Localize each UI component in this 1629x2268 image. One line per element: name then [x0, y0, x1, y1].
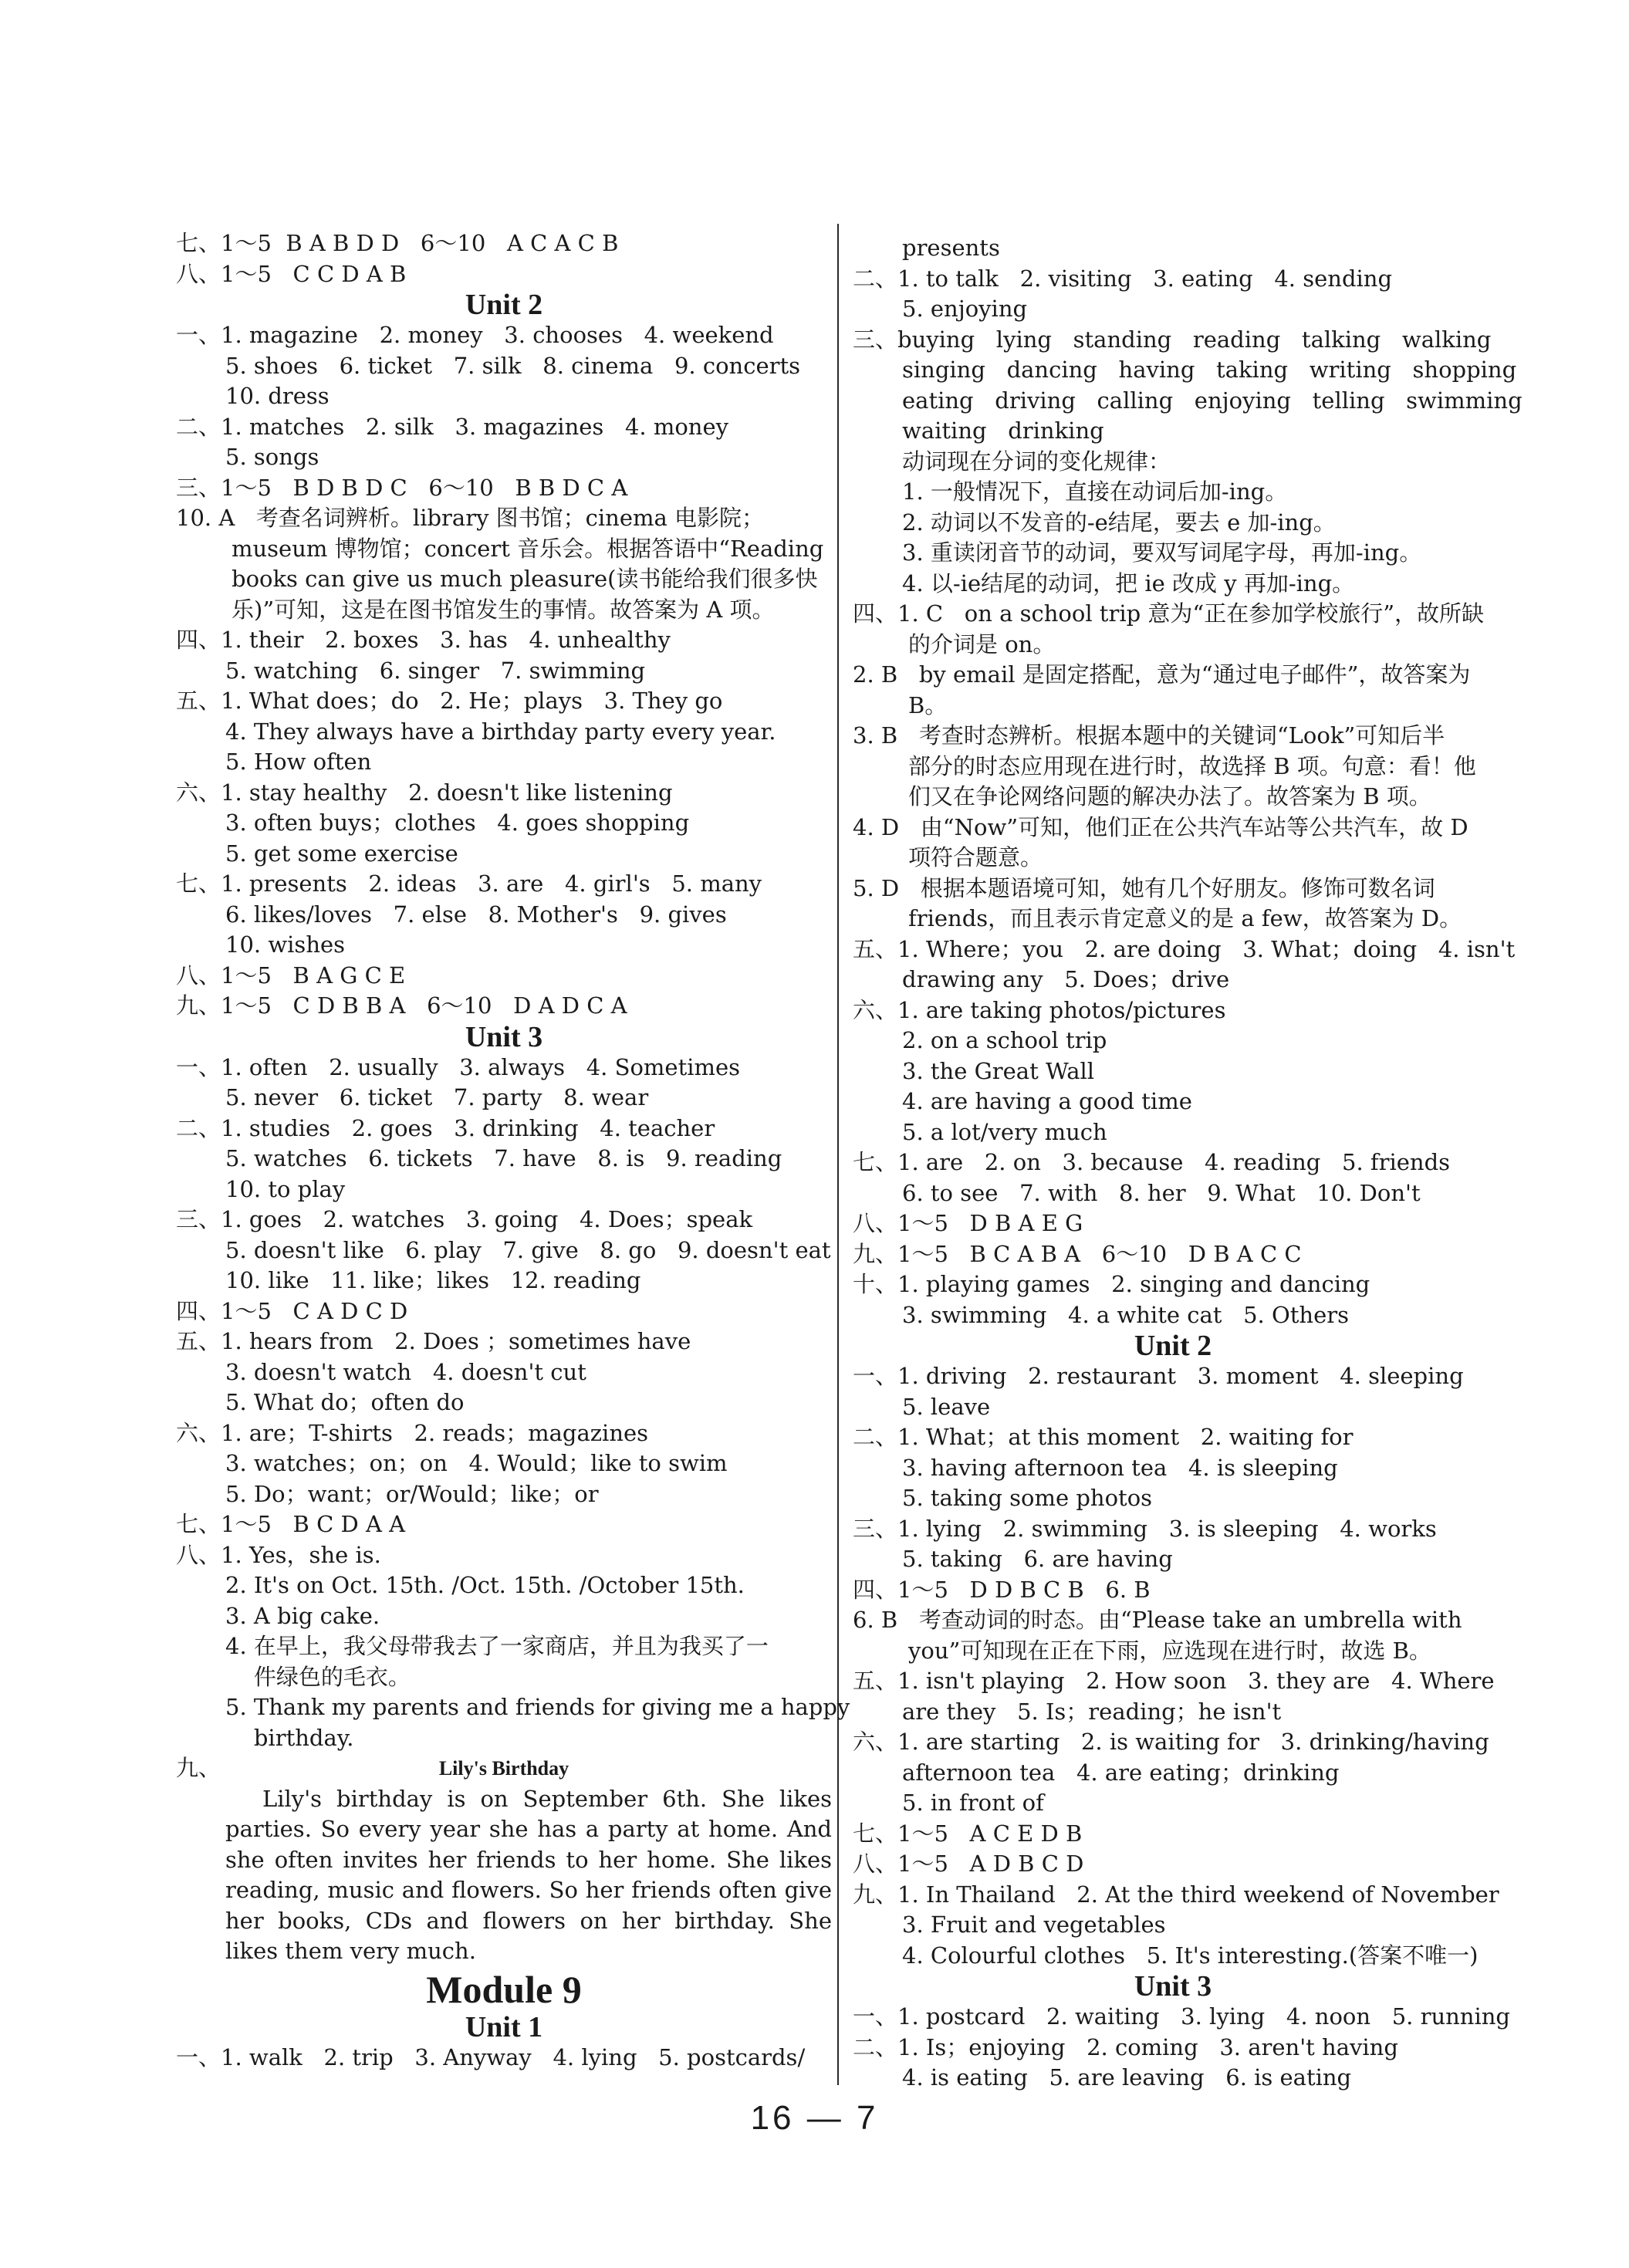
- answer-line: 5. get some exercise: [225, 840, 458, 867]
- answer-line: 七、1. are 2. on 3. because 4. reading 5. friends: [853, 1149, 1451, 1175]
- answer-line: 5. How often: [225, 749, 372, 775]
- unit-heading: Unit 2: [1134, 1330, 1212, 1362]
- answer-line: 动词现在分词的变化规律：: [902, 448, 1171, 475]
- answer-line: 六、1. are taking photos/pictures: [853, 996, 1226, 1023]
- answer-line: 六、1. stay healthy 2. doesn't like listening: [176, 779, 673, 806]
- answer-line: 4. D 由“Now”可知，他们正在公共汽车站等公共汽车，故 D: [853, 813, 1468, 840]
- answer-line: waiting drinking: [902, 417, 1104, 444]
- answer-line: 5. a lot/very much: [902, 1118, 1107, 1145]
- answer-line: 3. watches；on；on 4. Would；like to swim: [225, 1450, 728, 1476]
- answer-line: 乐)”可知，这是在图书馆发生的事情。故答案为 A 项。: [232, 596, 775, 623]
- answer-line: 一、1. driving 2. restaurant 3. moment 4. sleeping: [853, 1363, 1464, 1389]
- answer-line: 八、1. Yes，she is.: [176, 1541, 381, 1568]
- left-column: [176, 228, 850, 2073]
- unit-heading: Unit 3: [1134, 1970, 1212, 2003]
- answer-line: friends，而且表示肯定意义的是 a few，故答案为 D。: [908, 905, 1462, 931]
- answer-line: you”可知现在正在下雨，应选现在进行时，故选 B。: [908, 1637, 1431, 1664]
- answer-line: afternoon tea 4. are eating；drinking: [902, 1759, 1340, 1786]
- answer-line: 10. dress: [225, 383, 330, 409]
- answer-line: 5. Thank my parents and friends for giving me a happy: [225, 1694, 850, 1720]
- answer-line: singing dancing having taking writing shopping: [902, 357, 1517, 383]
- answer-line: 们又在争论网络问题的解决办法了。故答案为 B 项。: [908, 783, 1431, 810]
- answer-line: 5. What do；often do: [225, 1389, 465, 1415]
- answer-line: 五、1. hears from 2. Does ；sometimes have: [176, 1328, 691, 1354]
- answer-line: are they 5. Is；reading；he isn't: [902, 1698, 1282, 1725]
- answer-line: 八、1～5 B A G C E: [176, 962, 406, 989]
- answer-line: 5. in front of: [902, 1790, 1044, 1816]
- module-heading: Module 9: [426, 1967, 582, 2011]
- answer-line: 四、1～5 D D B C B 6. B: [853, 1576, 1151, 1603]
- answer-line: 四、1～5 C A D C D: [176, 1297, 408, 1324]
- answer-line: 二、1. Is；enjoying 2. coming 3. aren't having: [853, 2033, 1398, 2060]
- answer-line: 三、buying lying standing reading talking walking: [853, 326, 1492, 353]
- answer-line: 项符合题意。: [908, 844, 1043, 870]
- answer-line: 八、1～5 A D B C D: [853, 1851, 1084, 1877]
- answer-line: 八、1～5 D B A E G: [853, 1210, 1083, 1236]
- answer-line: B。: [908, 691, 948, 718]
- unit-heading: Unit 3: [465, 1020, 543, 1053]
- answer-line: 5. watches 6. tickets 7. have 8. is 9. reading: [225, 1145, 782, 1171]
- answer-line: 一、1. magazine 2. money 3. chooses 4. weekend: [176, 322, 774, 348]
- answer-line: 5. shoes 6. ticket 7. silk 8. cinema 9. concerts: [225, 352, 801, 379]
- answer-line: 3. 重读闭音节的动词，要双写词尾字母，再加-ing。: [902, 539, 1422, 566]
- answer-line: 五、1. What does；do 2. He；plays 3. They go: [176, 688, 723, 714]
- answer-line: 的介词是 on。: [908, 630, 1056, 657]
- answer-line: 5. doesn't like 6. play 7. give 8. go 9. doesn't eat: [225, 1236, 831, 1263]
- answer-line: 二、1. to talk 2. visiting 3. eating 4. sending: [853, 265, 1393, 292]
- answer-line: 1. 一般情况下，直接在动词后加-ing。: [902, 478, 1288, 505]
- answer-line: presents: [902, 235, 1000, 261]
- answer-line: museum 博物馆；concert 音乐会。根据答语中“Reading: [232, 535, 824, 562]
- answer-line: 4. They always have a birthday party every year.: [225, 718, 776, 745]
- answer-line: 4. 在早上，我父母带我去了一家商店，并且为我买了一: [225, 1633, 769, 1659]
- answer-line: 3. A big cake.: [225, 1602, 380, 1629]
- answer-line: 3. doesn't watch 4. doesn't cut: [225, 1358, 586, 1385]
- answer-line: 5. leave: [902, 1393, 991, 1420]
- answer-line: 3. B 考查时态辨析。根据本题中的关键词“Look”可知后半: [853, 722, 1445, 749]
- answer-line: 四、1. their 2. boxes 3. has 4. unhealthy: [176, 627, 671, 653]
- page-number: 16 — 7: [750, 2099, 879, 2137]
- answer-line: 一、1. postcard 2. waiting 3. lying 4. noon 5. running: [853, 2003, 1510, 2030]
- answer-line: birthday.: [225, 1724, 354, 1751]
- answer-line: 6. likes/loves 7. else 8. Mother's 9. gives: [225, 901, 727, 928]
- answer-line: 4. Colourful clothes 5. It's interesting.(答案不唯一): [902, 1942, 1479, 1969]
- answer-line: eating driving calling enjoying telling swimming: [902, 387, 1523, 414]
- answer-line: 五、1. Where；you 2. are doing 3. What；doing 4. isn't: [853, 935, 1516, 962]
- answer-line: 二、1. matches 2. silk 3. magazines 4. money: [176, 413, 729, 440]
- answer-line: 10. A 考查名词辨析。library 图书馆；cinema 电影院；: [176, 505, 765, 531]
- answer-line: 5. taking 6. are having: [902, 1546, 1173, 1572]
- answer-line: 5. taking some photos: [902, 1485, 1153, 1511]
- answer-line: 九、1. In Thailand 2. At the third weekend of November: [853, 1881, 1499, 1908]
- answer-line: 2. B by email 是固定搭配，意为“通过电子邮件”，故答案为: [853, 661, 1471, 688]
- answer-line: 六、1. are；T-shirts 2. reads；magazines: [176, 1419, 649, 1446]
- answer-line: 5. D 根据本题语境可知，她有几个好朋友。修饰可数名词: [853, 874, 1435, 901]
- story-title: Lily's Birthday: [438, 1757, 569, 1780]
- answer-line: 5. never 6. ticket 7. party 8. wear: [225, 1084, 649, 1110]
- answer-line: 4. is eating 5. are leaving 6. is eating: [902, 2064, 1352, 2091]
- answer-line: 三、1. lying 2. swimming 3. is sleeping 4. works: [853, 1515, 1437, 1542]
- story-paragraph: Lily's birthday is on September 6th. She likes parties. So every year she has a party at home. And she often invites her friends to her home. She likes reading, music and flowers. So her friends often give her books, CDs and flowers on her birthday. She likes them very much.: [225, 1785, 832, 1964]
- answer-line: 2. on a school trip: [902, 1027, 1107, 1053]
- answer-line: 部分的时态应用现在进行时，故选择 B 项。句意：看！他: [908, 752, 1476, 779]
- answer-line: 七、1～5 B C D A A: [176, 1511, 406, 1537]
- answer-line: 二、1. studies 2. goes 3. drinking 4. teacher: [176, 1114, 715, 1141]
- answer-line: 八、1～5 C C D A B: [176, 260, 407, 287]
- answer-line: 5. watching 6. singer 7. swimming: [225, 657, 646, 684]
- answer-line: 5. enjoying: [902, 296, 1028, 322]
- answer-line: drawing any 5. Does；drive: [902, 966, 1230, 992]
- answer-line: 3. the Great Wall: [902, 1057, 1095, 1084]
- answer-line: 七、1～5 A C E D B: [853, 1820, 1083, 1847]
- answer-line: 六、1. are starting 2. is waiting for 3. drinking/having: [853, 1729, 1489, 1755]
- answer-line: 10. wishes: [225, 931, 346, 958]
- answer-line: 七、1. presents 2. ideas 3. are 4. girl's 5. many: [176, 870, 762, 897]
- answer-line: 3. Fruit and vegetables: [902, 1911, 1166, 1938]
- answer-line: 3. having afternoon tea 4. is sleeping: [902, 1454, 1338, 1481]
- answer-line: 十、1. playing games 2. singing and dancing: [853, 1271, 1370, 1297]
- section-label: 九、: [176, 1755, 221, 1781]
- story-heading: [176, 1753, 832, 1784]
- answer-line: 10. like 11. like；likes 12. reading: [225, 1267, 641, 1293]
- answer-line: books can give us much pleasure(读书能给我们很多快: [232, 566, 818, 592]
- answer-line: 二、1. What；at this moment 2. waiting for: [853, 1424, 1354, 1450]
- answer-line: 件绿色的毛衣。: [225, 1663, 411, 1690]
- answer-line: 三、1. goes 2. watches 3. going 4. Does；speak: [176, 1206, 753, 1232]
- answer-line: 一、1. walk 2. trip 3. Anyway 4. lying 5. postcards/: [176, 2043, 806, 2070]
- answer-line: 三、1～5 B D B D C 6～10 B B D C A: [176, 474, 628, 501]
- answer-line: 6. to see 7. with 8. her 9. What 10. Don't: [902, 1179, 1421, 1206]
- answer-line: 10. to play: [225, 1175, 346, 1202]
- answer-line: 5. Do；want；or/Would；like；or: [225, 1480, 599, 1507]
- answer-line: 3. swimming 4. a white cat 5. Others: [902, 1301, 1349, 1328]
- answer-line: 2. It's on Oct. 15th. /Oct. 15th. /October 15th.: [225, 1572, 745, 1598]
- answer-line: 九、1～5 B C A B A 6～10 D B A C C: [853, 1240, 1302, 1267]
- answer-line: 五、1. isn't playing 2. How soon 3. they are 4. Where: [853, 1668, 1495, 1694]
- answer-line: 4. are having a good time: [902, 1088, 1192, 1114]
- right-column: [853, 233, 1523, 2094]
- answer-line: 6. B 考查动词的时态。由“Please take an umbrella with: [853, 1607, 1462, 1633]
- answer-line: 九、1～5 C D B B A 6～10 D A D C A: [176, 992, 627, 1019]
- answer-line: 4. 以-ie结尾的动词，把 ie 改成 y 再加-ing。: [902, 570, 1355, 597]
- answer-line: 3. often buys；clothes 4. goes shopping: [225, 810, 690, 836]
- answer-line: 一、1. often 2. usually 3. always 4. Sometimes: [176, 1053, 741, 1080]
- answer-line: 2. 动词以不发音的-e结尾，要去 e 加-ing。: [902, 509, 1336, 536]
- answer-line: 四、1. C on a school trip 意为“正在参加学校旅行”，故所缺: [853, 600, 1485, 627]
- answer-line: 5. songs: [225, 444, 319, 470]
- column-divider: [837, 224, 839, 2085]
- unit-heading: Unit 2: [465, 289, 543, 321]
- unit-heading: Unit 1: [465, 2010, 543, 2043]
- answer-line: 七、1～5 B A B D D 6～10 A C A C B: [176, 230, 619, 256]
